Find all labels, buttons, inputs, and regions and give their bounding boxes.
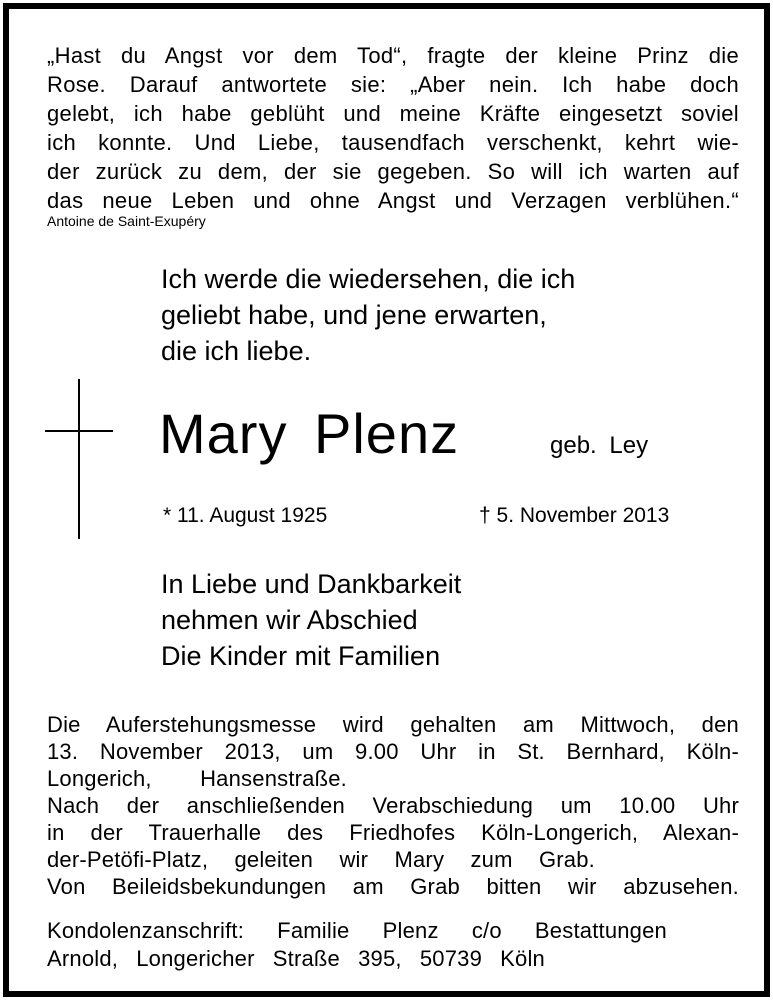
- info-line: Die Auferstehungsmesse wird gehalten am Mittwoch, den: [47, 712, 739, 737]
- motto-line: die ich liebe.: [161, 336, 312, 366]
- quote-block: [47, 41, 739, 215]
- info-line: in der Trauerhalle des Friedhofes Köln-Longerich, Alexan-: [47, 820, 739, 845]
- death-date: † 5. November 2013: [479, 504, 670, 527]
- maiden-name: geb. Ley: [550, 432, 649, 459]
- quote-line: das neue Leben und ohne Angst und Verzagen verblühen.“: [47, 188, 739, 213]
- info-line: Nach der anschließenden Verabschiedung um 10.00 Uhr: [47, 793, 739, 818]
- address-line: Arnold, Longericher Straße 395, 50739 Köln: [47, 946, 545, 971]
- closing-line: Die Kinder mit Familien: [161, 641, 441, 671]
- cross-icon: [45, 379, 113, 539]
- address-line: Kondolenzanschrift: Familie Plenz c/o Bestattungen: [47, 918, 667, 943]
- closing-line: In Liebe und Dankbarkeit: [161, 569, 462, 599]
- info-line: der-Petöfi-Platz, geleiten wir Mary zum Grab.: [47, 847, 595, 872]
- quote-line: gelebt, ich habe geblüht und meine Kräfte eingesetzt soviel: [47, 101, 739, 126]
- deceased-name: Mary Plenz: [159, 402, 460, 465]
- motto-line: geliebt habe, und jene erwarten,: [161, 300, 547, 330]
- obituary-frame: [3, 3, 770, 997]
- quote-line: Rose. Darauf antwortete sie: „Aber nein. Ich habe doch: [47, 72, 739, 97]
- quote-line: „Hast du Angst vor dem Tod“, fragte der kleine Prinz die: [47, 43, 739, 68]
- service-info: [47, 711, 739, 900]
- closing-line: nehmen wir Abschied: [161, 605, 418, 635]
- quote-line: ich konnte. Und Liebe, tausendfach verschenkt, kehrt wie-: [47, 130, 739, 155]
- quote-author: Antoine de Saint-Exupéry: [47, 213, 206, 229]
- birth-date: * 11. August 1925: [163, 504, 328, 527]
- quote-line: der zurück zu dem, der sie gegeben. So will ich warten auf: [47, 159, 739, 184]
- info-line: Longerich, Hansenstraße.: [47, 766, 347, 791]
- condolence-address: [47, 917, 667, 973]
- closing-block: [161, 566, 461, 674]
- info-line: Von Beileidsbekundungen am Grab bitten wir abzusehen.: [47, 874, 739, 899]
- info-line: 13. November 2013, um 9.00 Uhr in St. Bernhard, Köln-: [47, 739, 739, 764]
- motto-block: [161, 261, 575, 369]
- motto-line: Ich werde die wiedersehen, die ich: [161, 264, 576, 294]
